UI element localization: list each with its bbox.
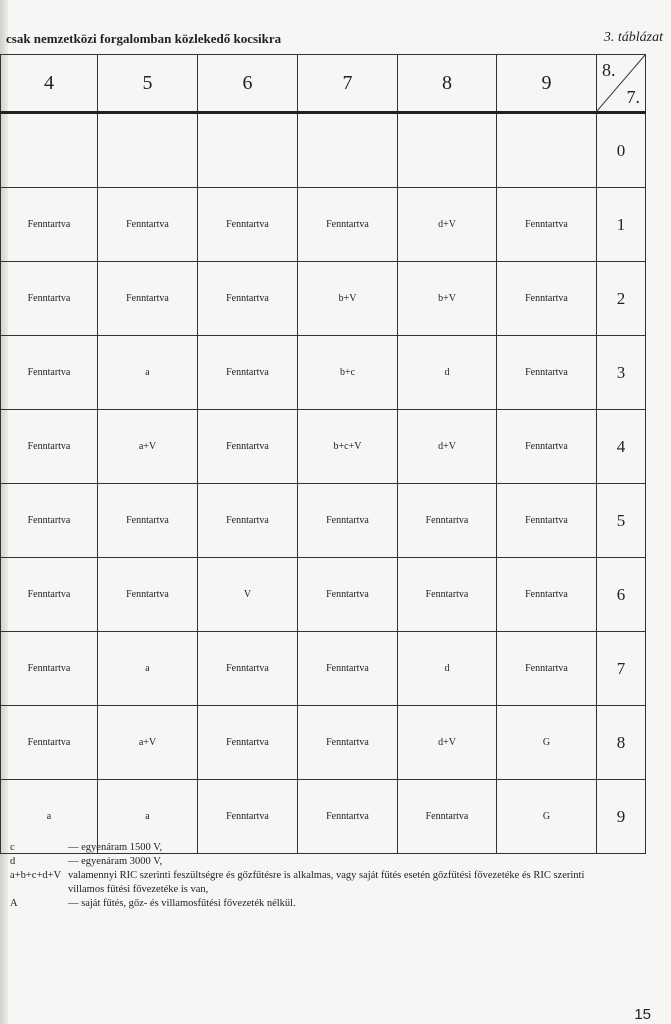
- table-cell: [1, 113, 98, 188]
- legend-desc: — egyenáram 3000 V,: [68, 856, 163, 867]
- column-header: 9: [497, 55, 597, 113]
- legend: [10, 841, 610, 911]
- table-cell: Fenntartva: [298, 780, 398, 854]
- table-cell: d: [398, 632, 497, 706]
- table-cell: [298, 113, 398, 188]
- table-row: [1, 410, 646, 484]
- legend-key: c: [10, 842, 15, 853]
- table-cell: Fenntartva: [198, 262, 298, 336]
- row-number: 3: [597, 336, 646, 410]
- legend-item: [10, 841, 610, 855]
- table-row: [1, 113, 646, 188]
- table-cell: [198, 113, 298, 188]
- table-cell: Fenntartva: [198, 336, 298, 410]
- row-number: 4: [597, 410, 646, 484]
- table-cell: b+V: [398, 262, 497, 336]
- table-cell: Fenntartva: [98, 484, 198, 558]
- legend-key: d: [10, 856, 16, 867]
- table-cell: Fenntartva: [1, 410, 98, 484]
- table-cell: Fenntartva: [497, 632, 597, 706]
- table-cell: d+V: [398, 706, 497, 780]
- table-cell: Fenntartva: [1, 706, 98, 780]
- table-cell: Fenntartva: [298, 484, 398, 558]
- table-cell: b+V: [298, 262, 398, 336]
- table-cell: d+V: [398, 188, 497, 262]
- table-cell: Fenntartva: [497, 188, 597, 262]
- table-cell: Fenntartva: [497, 410, 597, 484]
- legend-desc: — saját fűtés, gőz- és villamosfűtési fővezeték nélkül.: [68, 898, 296, 909]
- table-row: [1, 632, 646, 706]
- table-cell: Fenntartva: [198, 706, 298, 780]
- table-cell: b+c: [298, 336, 398, 410]
- row-number: 9: [597, 780, 646, 854]
- table-cell: Fenntartva: [1, 484, 98, 558]
- table-cell: d+V: [398, 410, 497, 484]
- legend-item: [10, 869, 610, 897]
- table-cell: G: [497, 780, 597, 854]
- row-number: 7: [597, 632, 646, 706]
- legend-item: [10, 855, 610, 869]
- table-cell: Fenntartva: [398, 780, 497, 854]
- column-header: 5: [98, 55, 198, 113]
- table-cell: G: [497, 706, 597, 780]
- table-reference: 3. táblázat: [603, 30, 663, 45]
- table-cell: Fenntartva: [198, 780, 298, 854]
- legend-key: A: [10, 898, 18, 909]
- table-cell: Fenntartva: [298, 632, 398, 706]
- table-row: [1, 262, 646, 336]
- diagonal-corner-header: [597, 55, 646, 113]
- table-cell: Fenntartva: [98, 188, 198, 262]
- table-cell: Fenntartva: [1, 632, 98, 706]
- table-cell: Fenntartva: [98, 558, 198, 632]
- table-cell: Fenntartva: [198, 188, 298, 262]
- table-cell: Fenntartva: [497, 558, 597, 632]
- table-cell: Fenntartva: [198, 632, 298, 706]
- row-number: 5: [597, 484, 646, 558]
- table-cell: Fenntartva: [497, 484, 597, 558]
- table-row: [1, 336, 646, 410]
- table-cell: Fenntartva: [98, 262, 198, 336]
- table-cell: [497, 113, 597, 188]
- table-cell: d: [398, 336, 497, 410]
- table-row: [1, 484, 646, 558]
- table-cell: Fenntartva: [298, 188, 398, 262]
- table-cell: Fenntartva: [398, 558, 497, 632]
- table-cell: Fenntartva: [298, 558, 398, 632]
- table-row: [1, 188, 646, 262]
- column-header: 7: [298, 55, 398, 113]
- table-cell: b+c+V: [298, 410, 398, 484]
- legend-item: [10, 897, 610, 911]
- table-cell: [398, 113, 497, 188]
- table-cell: a: [98, 336, 198, 410]
- table-cell: Fenntartva: [497, 336, 597, 410]
- table-row: [1, 706, 646, 780]
- table-cell: Fenntartva: [298, 706, 398, 780]
- row-number: 8: [597, 706, 646, 780]
- row-number: 6: [597, 558, 646, 632]
- table-cell: Fenntartva: [1, 336, 98, 410]
- table-row: [1, 558, 646, 632]
- table-cell: Fenntartva: [198, 410, 298, 484]
- row-number: 0: [597, 113, 646, 188]
- table-cell: a: [98, 632, 198, 706]
- column-header: 4: [1, 55, 98, 113]
- header-row: [1, 55, 646, 113]
- legend-desc: — egyenáram 1500 V,: [68, 842, 163, 853]
- table-cell: Fenntartva: [398, 484, 497, 558]
- data-table: [0, 54, 646, 854]
- column-header: 6: [198, 55, 298, 113]
- table-cell: a+V: [98, 706, 198, 780]
- table-cell: V: [198, 558, 298, 632]
- table-cell: Fenntartva: [1, 558, 98, 632]
- column-header: 8: [398, 55, 497, 113]
- table-cell: a+V: [98, 410, 198, 484]
- table-cell: Fenntartva: [1, 188, 98, 262]
- corner-label-top: 8.: [602, 60, 616, 80]
- page-header-title: csak nemzetközi forgalomban közlekedő kocsikra: [6, 31, 282, 46]
- row-number: 1: [597, 188, 646, 262]
- page-number: 15: [634, 1006, 651, 1023]
- legend-desc: valamennyi RIC szerinti feszültségre és gőzfűtésre is alkalmas, vagy saját fűtés esetén gőzfűtési fővezetéke és RIC szerinti villamos fűtési fővezetéke is van,: [68, 870, 585, 895]
- row-number: 2: [597, 262, 646, 336]
- legend-key: a+b+c+d+V: [10, 870, 62, 881]
- table-cell: a: [1, 780, 98, 854]
- table-cell: Fenntartva: [1, 262, 98, 336]
- table-cell: a: [98, 780, 198, 854]
- table-cell: Fenntartva: [497, 262, 597, 336]
- corner-label-bottom: 7.: [626, 87, 640, 107]
- table-cell: Fenntartva: [198, 484, 298, 558]
- table-cell: [98, 113, 198, 188]
